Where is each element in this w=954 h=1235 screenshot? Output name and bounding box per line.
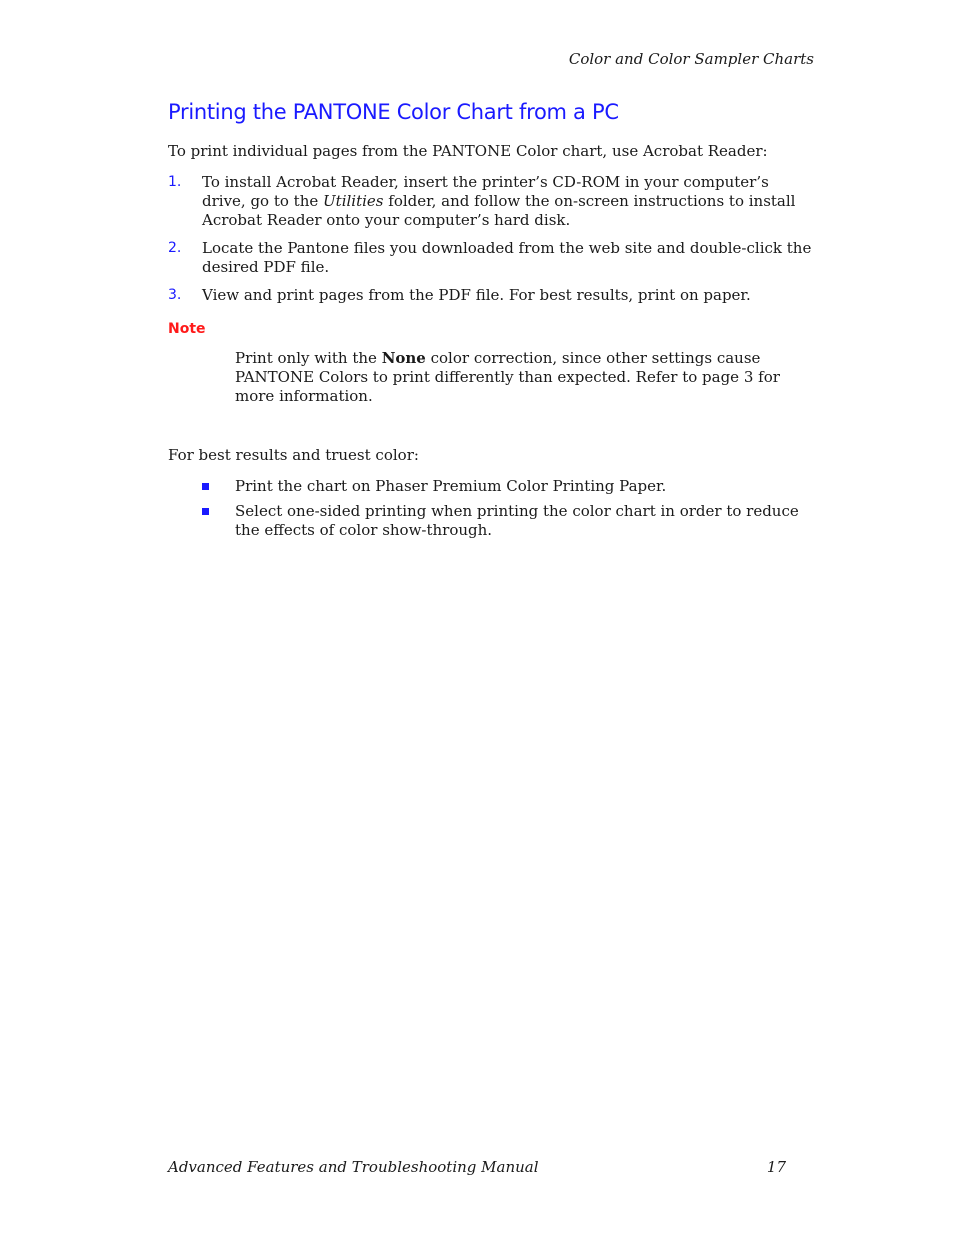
note-label: Note [168,321,206,337]
bullet-text: Select one-sided printing when printing the color chart in order to reduce the effects of color show-through. [235,502,799,539]
best-results-intro: For best results and truest color: [168,446,419,464]
list-item [168,173,816,230]
step-number: 3. [168,287,182,303]
step-text: To install Acrobat Reader, insert the printer’s CD-ROM in your computer’s drive, go to the Utilities folder, and follow the on-screen instructions to install Acrobat Reader onto your computer’s hard disk. [202,173,796,229]
running-header: Color and Color Sampler Charts [568,50,814,68]
list-item [168,502,816,540]
note-text: Print only with the None color correction, since other settings cause PANTONE Colors to print differently than expected. Refer to page 3 for more information. [235,349,780,405]
step-number: 2. [168,240,182,256]
square-bullet-icon [202,483,209,490]
bullet-text: Print the chart on Phaser Premium Color Printing Paper. [235,477,667,495]
list-item [168,239,816,277]
list-item [168,477,816,496]
step-text: Locate the Pantone files you downloaded from the web site and double-click the desired PDF file. [202,239,812,276]
square-bullet-icon [202,508,209,515]
section-intro: To print individual pages from the PANTONE Color chart, use Acrobat Reader: [168,142,768,160]
utilities-emphasis: Utilities [323,192,384,210]
none-emphasis: None [381,349,426,367]
list-item [168,286,816,305]
page-footer [168,1158,786,1176]
step-text: View and print pages from the PDF file. For best results, print on paper. [202,286,751,304]
section-title: Printing the PANTONE Color Chart from a PC [168,100,619,124]
page-number: 17 [766,1158,786,1176]
best-results-list [168,477,816,540]
step-number: 1. [168,174,182,190]
footer-manual-title: Advanced Features and Troubleshooting Manual [168,1158,539,1176]
steps-list [168,173,816,305]
page-content [168,100,816,546]
